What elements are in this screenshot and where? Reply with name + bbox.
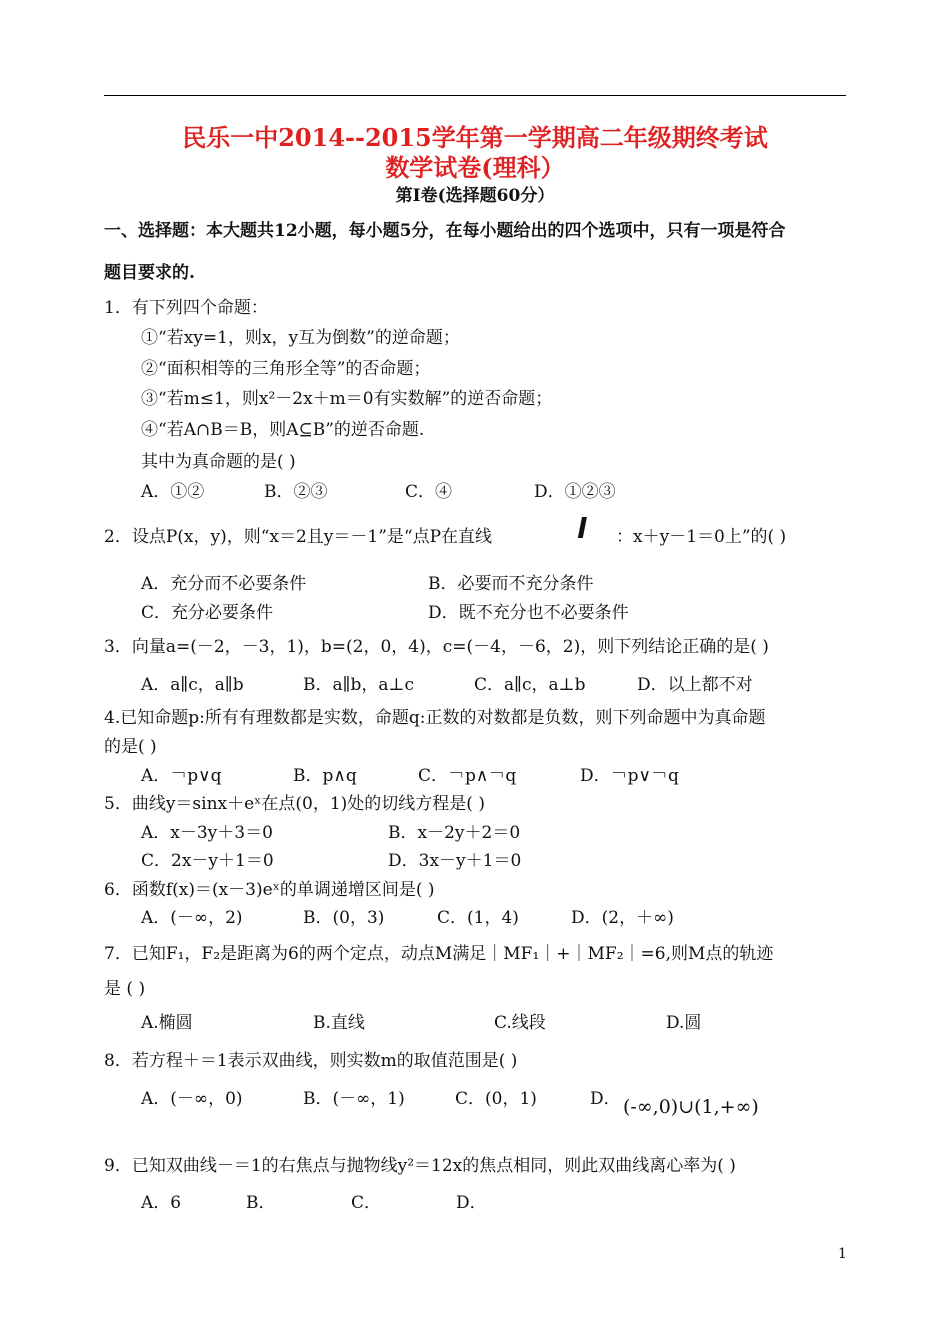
- question-9-option-b: B．: [246, 1193, 276, 1213]
- question-8-option-b: B．(－∞，1): [303, 1089, 405, 1109]
- question-5-option-c: C．2x－y＋1＝0: [141, 851, 274, 871]
- question-3-option-c: C．a∥c，a⊥b: [474, 675, 586, 695]
- question-4-option-b: B．p∧q: [293, 766, 357, 786]
- question-9-stem: 9．已知双曲线－＝1的右焦点与抛物线y²＝12x的焦点相同，则此双曲线离心率为( ): [104, 1156, 736, 1176]
- question-6-option-c: C．(1，4): [437, 908, 519, 928]
- question-1-option-a: A．①②: [141, 482, 205, 502]
- question-6-option-b: B．(0，3): [303, 908, 385, 928]
- question-8-stem: 8．若方程＋＝1表示双曲线，则实数m的取值范围是( ): [104, 1051, 518, 1071]
- question-1-proposition-1: ①“若xy=1，则x，y互为倒数”的逆命题；: [141, 328, 460, 348]
- question-2-stem-cont: ：x＋y－1＝0上”的( ): [616, 527, 787, 547]
- exam-title: 民乐一中2014--2015学年第一学期高二年级期终考试: [182, 123, 768, 152]
- question-5-option-a: A．x－3y＋3＝0: [141, 823, 273, 843]
- question-4-option-d: D．￢p∨￢q: [580, 766, 679, 786]
- exam-subtitle: 数学试卷(理科）: [385, 153, 565, 182]
- question-9-option-d: D．: [456, 1193, 487, 1213]
- question-1-option-c: C．④: [405, 482, 453, 502]
- question-6-option-d: D．(2，＋∞): [571, 908, 674, 928]
- question-7-option-b: B.直线: [313, 1013, 365, 1033]
- question-8-option-a: A．(－∞，0): [141, 1089, 243, 1109]
- question-9-option-a: A．6: [141, 1193, 182, 1213]
- question-4-option-c: C．￢p∧￢q: [418, 766, 517, 786]
- question-1-proposition-4: ④“若A∩B＝B，则A⊆B”的逆否命题.: [141, 420, 425, 440]
- question-5-option-d: D．3x－y＋1＝0: [388, 851, 522, 871]
- question-2-stem: 2．设点P(x，y)，则“x＝2且y＝－1”是“点P在直线: [104, 527, 493, 547]
- question-7-option-c: C.线段: [494, 1013, 546, 1033]
- question-7-stem-cont: 是 ( ): [104, 979, 146, 999]
- question-1-option-b: B．②③: [264, 482, 328, 502]
- question-7-stem: 7．已知F₁，F₂是距离为6的两个定点，动点M满足｜MF₁｜+｜MF₂｜=6,则M点的轨迹: [104, 944, 774, 964]
- question-4-stem-cont: 的是( ): [104, 737, 157, 757]
- question-2-option-a: A．充分而不必要条件: [141, 574, 307, 594]
- question-1-stem: 1．有下列四个命题：: [104, 298, 268, 318]
- page-number: 1: [838, 1246, 847, 1262]
- question-5-stem: 5．曲线y＝sinx＋eˣ在点(0，1)处的切线方程是( ): [104, 794, 485, 814]
- question-8-option-d: D．: [590, 1089, 621, 1109]
- question-3-option-b: B．a∥b，a⊥c: [303, 675, 415, 695]
- question-7-option-a: A.椭圆: [141, 1013, 193, 1033]
- question-1-option-d: D．①②③: [534, 482, 616, 502]
- question-2-option-d: D．既不充分也不必要条件: [428, 603, 629, 623]
- question-2-option-b: B．必要而不充分条件: [428, 574, 594, 594]
- question-7-option-d: D.圆: [666, 1013, 702, 1033]
- question-3-option-a: A．a∥c，a∥b: [141, 675, 244, 695]
- section-heading-cont: 题目要求的.: [104, 263, 195, 283]
- question-6-stem: 6．函数f(x)＝(x－3)eˣ的单调递增区间是( ): [104, 880, 435, 900]
- question-8-option-c: C．(0，1): [455, 1089, 537, 1109]
- question-1-proposition-2: ②“面积相等的三角形全等”的否命题；: [141, 359, 431, 379]
- question-8-option-d-math: (-∞,0)∪(1,+∞): [623, 1096, 759, 1118]
- question-9-option-c: C．: [351, 1193, 382, 1213]
- question-4-stem: 4.已知命题p:所有有理数都是实数，命题q:正数的对数都是负数，则下列命题中为真命题: [104, 708, 766, 728]
- question-3-option-d: D．以上都不对: [637, 675, 753, 695]
- question-6-option-a: A．(－∞，2): [141, 908, 243, 928]
- section-heading: 一、选择题：本大题共12小题，每小题5分，在每小题给出的四个选项中，只有一项是符合: [104, 221, 786, 241]
- question-4-option-a: A．￢p∨q: [141, 766, 222, 786]
- question-1-ask: 其中为真命题的是( ): [141, 452, 296, 472]
- line-l-symbol: l: [577, 512, 587, 545]
- question-3-stem: 3．向量a=(－2，－3，1)，b=(2，0，4)，c=(－4，－6，2)，则下列结论正确的是( ): [104, 637, 769, 657]
- part-title: 第Ⅰ卷(选择题60分）: [395, 186, 555, 206]
- question-2-option-c: C．充分必要条件: [141, 603, 274, 623]
- question-5-option-b: B．x－2y＋2＝0: [388, 823, 521, 843]
- header-rule: [104, 95, 846, 96]
- question-1-proposition-3: ③“若m≤1，则x²－2x＋m＝0有实数解”的逆否命题；: [141, 389, 553, 409]
